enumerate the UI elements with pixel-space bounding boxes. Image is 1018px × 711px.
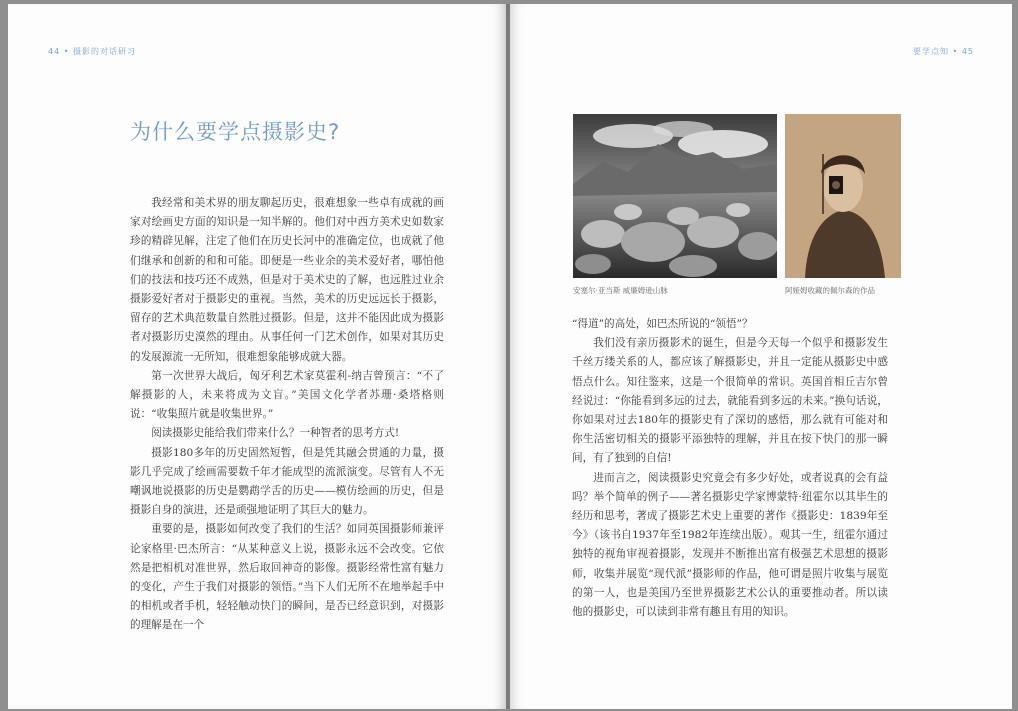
paragraph: 进而言之，阅读摄影史究竟会有多少好处，或者说真的会有益吗？举个简单的例子——著名摄影史学家博蒙特·纽霍尔以其毕生的经历和思考，著成了摄影艺术史上重要的著作《摄影史：1839年至今》（该书自1937年至1982年连续出版）。观其一生，纽霍尔通过独特的视角审视着摄影，发现并不断推出富有极强艺术思想的摄影师，收集并展览“现代派”摄影师的作品，他可谓是照片收集与展览的第一人，也是美国乃至世界摄影艺术公认的重要推动者。所以读他的摄影史，可以读到非常有趣且有用的知识。	[572, 471, 888, 619]
running-head-left: 44 • 摄影的对话研习	[48, 47, 136, 56]
paragraph: 第一次世界大战后，匈牙利艺术家莫霍利-纳吉曾预言：“不了解摄影的人，未来将成为文盲。”美国文化学者苏珊·桑塔格则说：“收集照片就是收集世界。”	[130, 369, 444, 421]
paragraph: 阅读摄影史能给我们带来什么？一种智者的思考方式!	[151, 427, 400, 440]
photo-caption: 阿娅姆收藏的佩尔森的作品	[785, 286, 875, 295]
paragraph: 我们没有亲历摄影术的诞生，但是今天每一个似乎和摄影发生千丝万缕关系的人，都应该了解摄影史，并且一定能从摄影史中感悟点什么。知往鉴来，这是一个很简单的常识。英国首相丘吉尔曾经说过：“你能看到多远的过去，就能看到多远的未来。”换句话说，你如果对过去180年的摄影史有了深切的感悟，那么就有可能对和你生活密切相关的摄影平添独特的理解，并且在按下快门的那一瞬间，有了独到的自信!	[572, 337, 888, 465]
right-body-text	[572, 315, 888, 622]
paragraph: 我经常和美术界的朋友聊起历史，很难想象一些卓有成就的画家对绘画史方面的知识是一知半解的。他们对中西方美术史如数家珍的精辟见解，注定了他们在历史长河中的准确定位，也成就了他们继承和创新的和和可能。即便是一些业余的美术爱好者，哪怕他们的技法和技巧还不成熟，但是对于美术史的了解，也远胜过业余摄影爱好者对于摄影史的重视。当然，美术的历史远远长于摄影，留存的艺术典范数量自然胜过摄影。但是，这并不能因此成为摄影者对摄影历史漠然的理由。从事任何一门艺术创作，如果对其历史的发展源流一无所知，很难想象能够成就大器。	[130, 197, 444, 363]
paragraph: 摄影180多年的历史固然短暂，但是凭其融会贯通的力量，摄影几乎完成了绘画需要数千年才能成型的流派演变。尽管有人不无嘲讽地说摄影的历史是鹦鹉学舌的历史——模仿绘画的历史，但是摄影自身的演进，还是顽强地证明了其巨大的魅力。	[130, 446, 444, 517]
portrait-photo	[785, 114, 901, 278]
paragraph: “得道”的高处，如巴杰所说的“领悟”？	[572, 318, 753, 330]
left-body-text	[130, 194, 444, 636]
chapter-title: 为什么要学点摄影史?	[130, 120, 341, 144]
paragraph: 重要的是，摄影如何改变了我们的生活？如同英国摄影师兼评论家格里·巴杰所言：“从某种意义上说，摄影永远不会改变。它依然是把相机对准世界，然后取回神奇的影像。摄影经常性富有魅力的变化，产生于我们对摄影的领悟。”当下人们无所不在地举起手中的相机或者手机，轻轻触动快门的瞬间，是否已经意识到，对摄影的理解是在一个	[130, 523, 444, 632]
running-head-right: 要学点知 • 45	[913, 47, 974, 56]
right-page	[510, 4, 1012, 709]
mountain-photo	[573, 114, 777, 278]
photo-caption: 安塞尔·亚当斯 威廉姆逊山脉	[573, 286, 668, 295]
left-page	[8, 4, 506, 709]
